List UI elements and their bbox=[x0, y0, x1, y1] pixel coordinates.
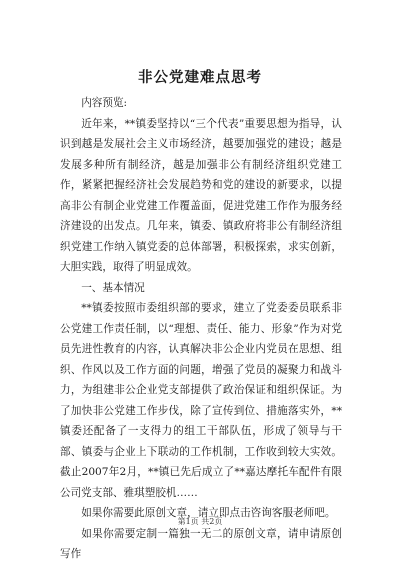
body-paragraph-basic-situation: **镇委按照市委组织部的要求，建立了党委委员联系非公党建工作责任制，以“理想、责任、能力、形象”作为对党员先进性教育的内容，认真解决非公企业内党员在思想、组织、作风以及工作方面的问题，增强了党员的凝聚力和战斗力，为组建非公企业党支部提供了政治保证和组织保证。为了加快非公党建工作步伐，除了宣传到位、措施落实外，**镇委还配备了一支得力的组工干部队伍，形成了领导与干部、镇委与企业上下联动的工作机制，工作收到较大实效。截止2007年2月，**镇已先后成立了**嘉达摩托车配件有限公司党支部、雅琪塑胶机…… bbox=[60, 302, 342, 499]
page-number-footer: 第1页 共2页 bbox=[177, 517, 223, 526]
document-title: 非公党建难点思考 bbox=[138, 69, 262, 86]
body-paragraph-custom-writing: 如果你需要定制一篇独一无二的原创文章，请申请原创写作 bbox=[60, 527, 342, 560]
preview-label: 内容预览: bbox=[81, 97, 128, 109]
section-heading-basic-situation: 一、基本情况 bbox=[81, 281, 145, 294]
body-paragraph-service-note: 如果你需要此原创文章，请立即点击咨询客服老师吧。 bbox=[81, 507, 336, 519]
body-paragraph-intro: 近年来，**镇委坚持以“三个代表”重要思想为指导，认识到越是发展社会主义市场经济，越要加强党的建设；越是发展多种所有制经济，越是加强非公有制经济组织党建工作，紧紧把握经济社会发展趋势和党的建设的新要求，以提高非公有制企业党建工作覆盖面，促进党建工作作为服务经济建设的出发点。几年来，镇委、镇政府将非公有制经济组织党建工作纳入镇党委的总体部署，积极探索，求实创新，大胆实践，取得了明显成效。 bbox=[60, 117, 342, 273]
document-body bbox=[60, 93, 342, 565]
